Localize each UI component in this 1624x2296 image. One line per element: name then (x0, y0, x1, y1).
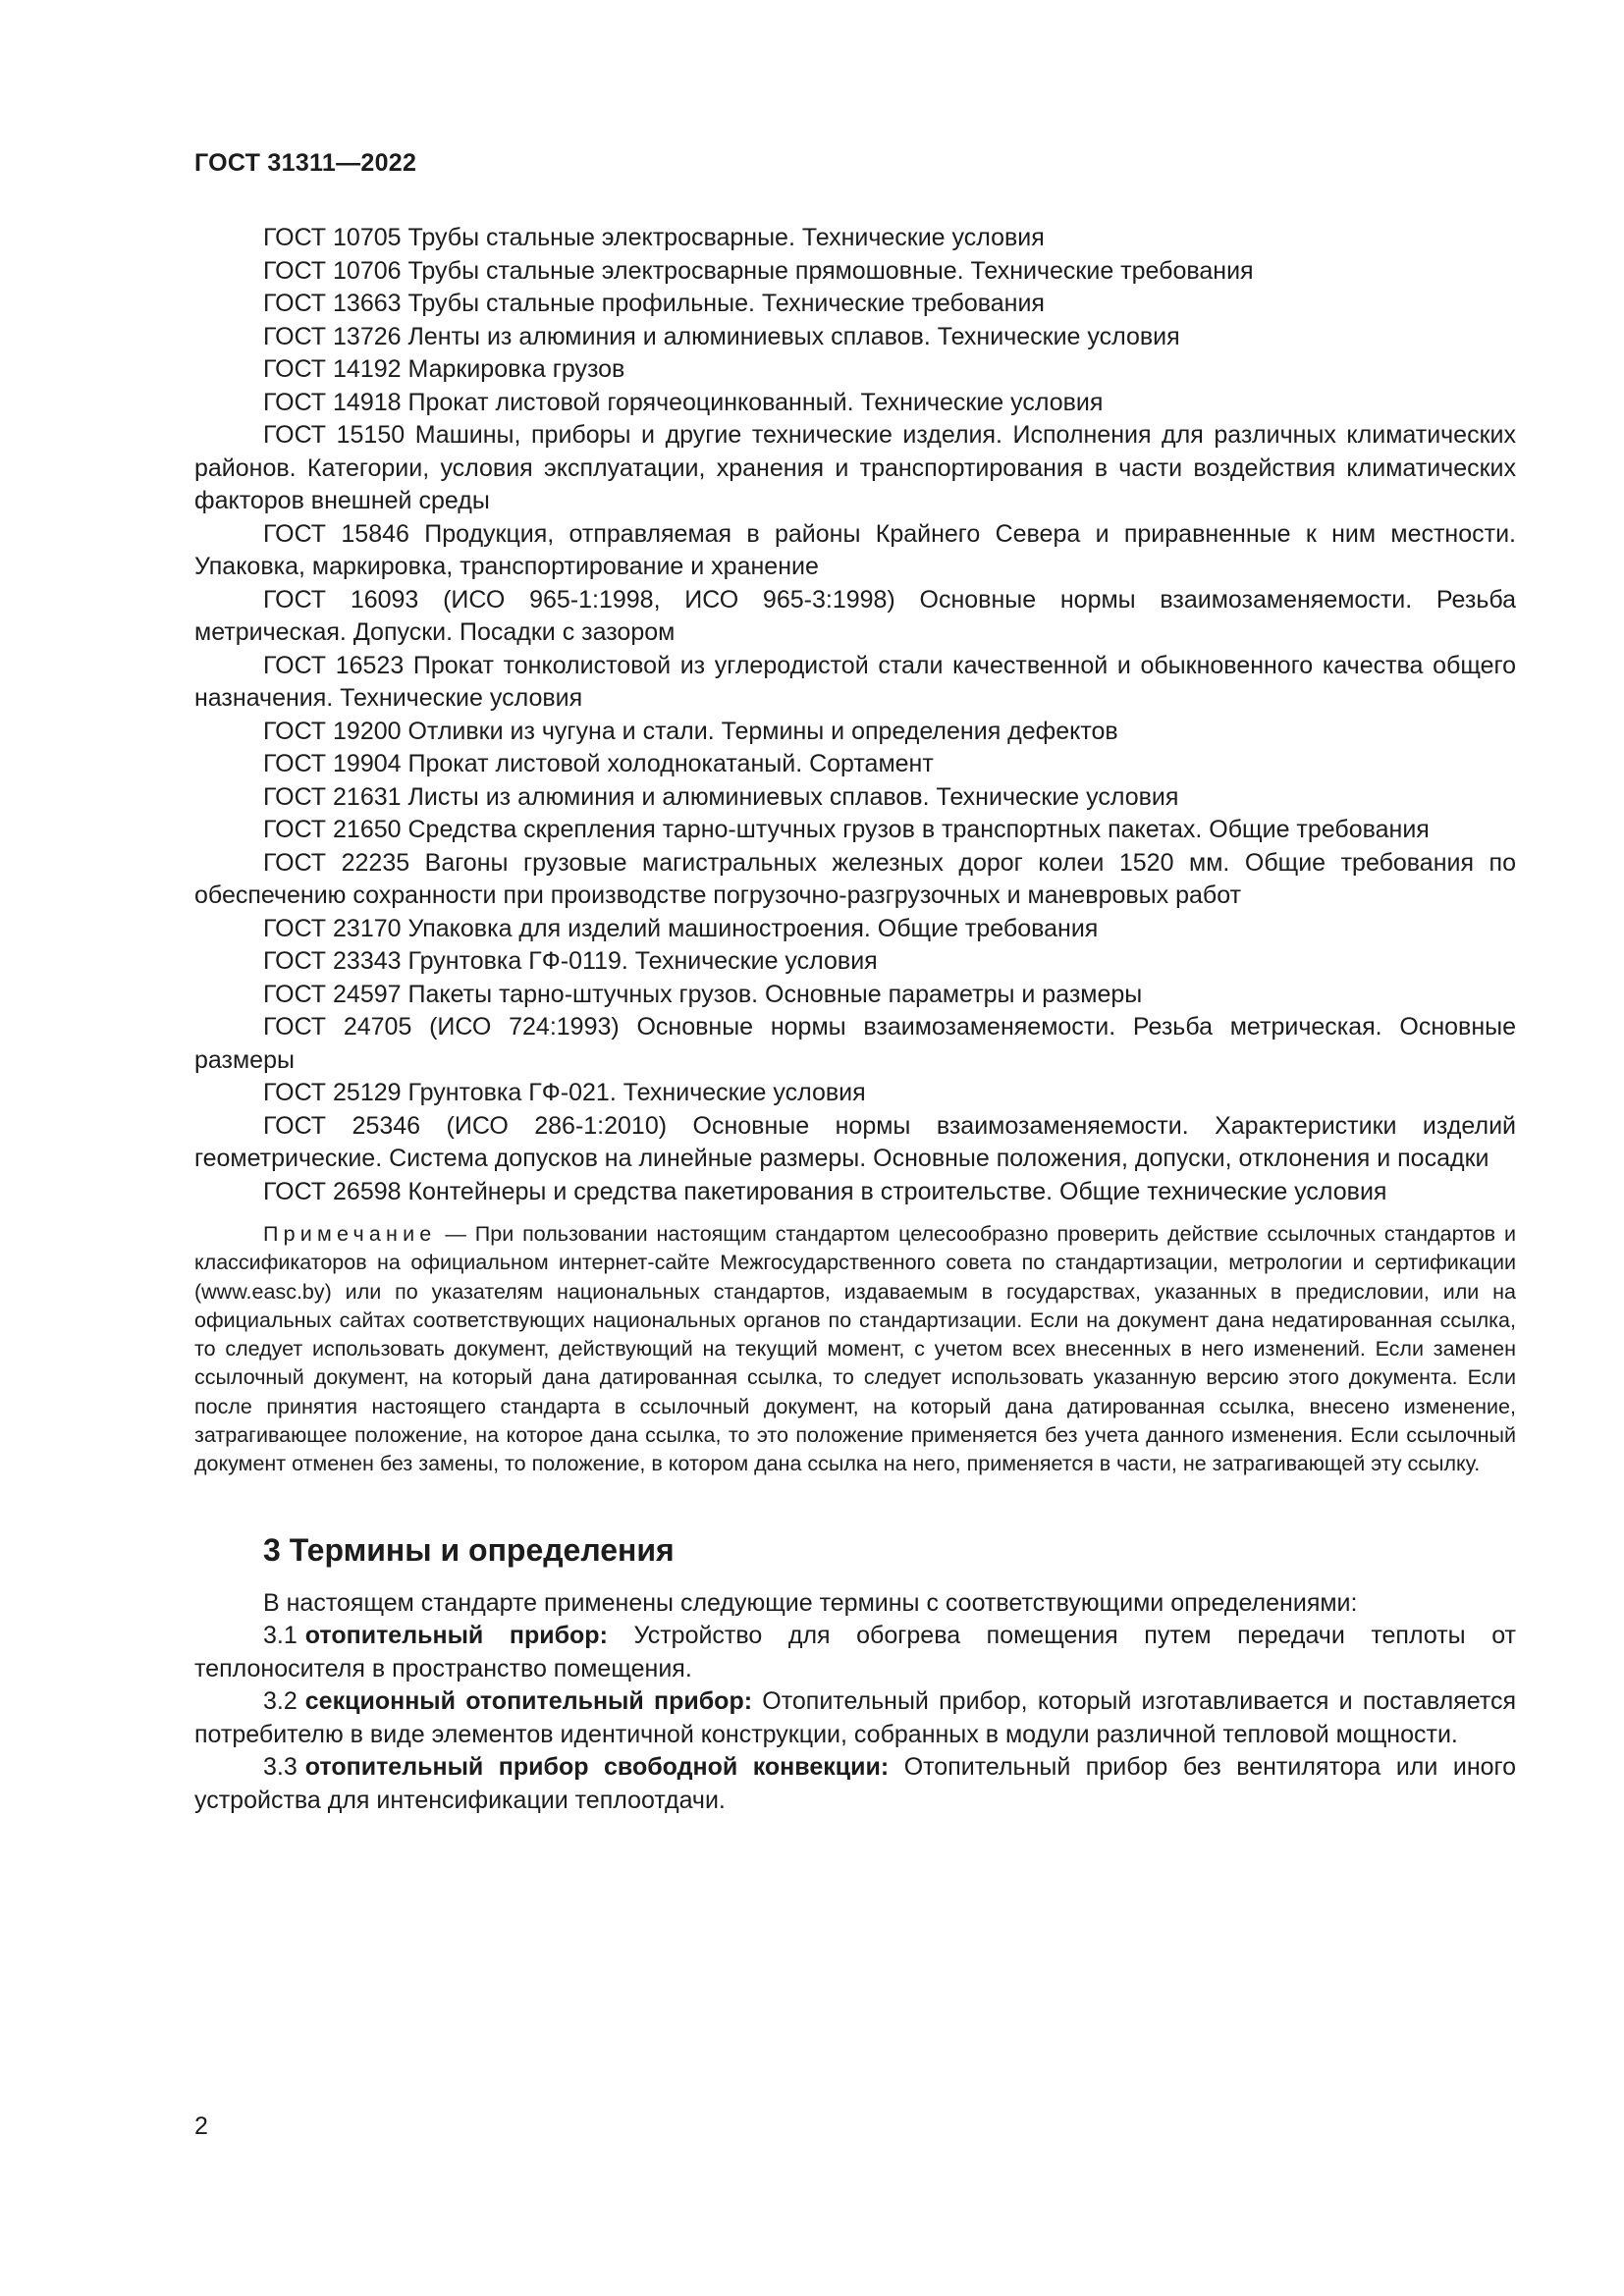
note-label: Примечание (263, 1222, 437, 1246)
section-3-intro: В настоящем стандарте применены следующие термины с соответствующими определениями: (263, 1588, 1358, 1617)
reference-item: ГОСТ 19904 Прокат листовой холоднокатаный. Сортамент (263, 750, 934, 777)
term-entry (194, 1685, 1516, 1751)
reference-item: ГОСТ 14192 Маркировка грузов (263, 355, 625, 383)
document-code-header: ГОСТ 31311—2022 (194, 149, 417, 177)
reference-item: ГОСТ 15150 Машины, приборы и другие технические изделия. Исполнения для различных климатических районов. Категории, условия эксплуатации, хранения и транспортирования в части воздействия климатических факторов внешней среды (194, 421, 1516, 514)
reference-item: ГОСТ 24597 Пакеты тарно-штучных грузов. Основные параметры и размеры (263, 980, 1143, 1008)
term-name: секционный отопительный прибор: (304, 1687, 753, 1716)
reference-item: ГОСТ 25346 (ИСО 286-1:2010) Основные нормы взаимозаменяемости. Характеристики изделий геометрические. Система допусков на линейные размеры. Основные положения, допуски, отклонения и посадки (194, 1111, 1516, 1172)
document-body (194, 222, 1516, 1817)
reference-item: ГОСТ 10706 Трубы стальные электросварные прямошовные. Технические требования (263, 256, 1254, 285)
reference-item: ГОСТ 19200 Отливки из чугуна и стали. Термины и определения дефектов (263, 717, 1118, 745)
reference-item: ГОСТ 22235 Вагоны грузовые магистральных железных дорог колеи 1520 мм. Общие требования по обеспечению сохранности при производстве погрузочно-разгрузочных и маневровых работ (194, 848, 1516, 909)
references-note (194, 1220, 1516, 1479)
reference-item: ГОСТ 26598 Контейнеры и средства пакетирования в строительстве. Общие технические условия (263, 1177, 1387, 1205)
term-number: 3.3 (263, 1753, 298, 1782)
reference-item: ГОСТ 14918 Прокат листовой горячеоцинкованный. Технические условия (263, 388, 1104, 416)
term-definition: Устройство для обогрева помещения путем передачи теплоты от теплоносителя в пространство помещения. (194, 1622, 1516, 1682)
note-text: — При пользовании настоящим стандартом целесообразно проверить действие ссылочных стандартов и классификаторов на официальном интернет-сайте Межгосударственного совета по стандартизации, метрологии и сертификации (www.easc.by) или по указателям национальных стандартов, издаваемым в государствах, указанных в предисловии, или на официальных сайтах соответствующих национальных органов по стандартизации. Если на документ дана недатированная ссылка, то следует использовать документ, действующий на текущий момент, с учетом всех внесенных в него изменений. Если заменен ссылочный документ, на который дана датированная ссылка, то следует использовать указанную версию этого документа. Если после принятия настоящего стандарта в ссылочный документ, на который дана датированная ссылка, внесено изменение, затрагивающее положение, на которое дана ссылка, то это положение применяется без учета данного изменения. Если ссылочный документ отменен без замены, то положение, в котором дана ссылка на него, применяется в части, не затрагивающей эту ссылку. (194, 1222, 1516, 1476)
term-entry (194, 1751, 1516, 1817)
term-name: отопительный прибор: (304, 1622, 608, 1650)
reference-item: ГОСТ 13726 Ленты из алюминия и алюминиевых сплавов. Технические условия (263, 322, 1180, 350)
reference-item: ГОСТ 16093 (ИСО 965-1:1998, ИСО 965-3:1998) Основные нормы взаимозаменяемости. Резьба метрическая. Допуски. Посадки с зазором (194, 585, 1516, 646)
term-name: отопительный прибор свободной конвекции: (304, 1753, 890, 1782)
reference-item: ГОСТ 21650 Средства скрепления тарно-штучных грузов в транспортных пакетах. Общие требования (263, 816, 1430, 843)
section-3-title: 3 Термины и определения (263, 1531, 675, 1568)
term-number: 3.2 (263, 1687, 298, 1716)
reference-item: ГОСТ 13663 Трубы стальные профильные. Технические требования (263, 290, 1045, 317)
term-number: 3.1 (263, 1622, 298, 1650)
reference-item: ГОСТ 24705 (ИСО 724:1993) Основные нормы взаимозаменяемости. Резьба метрическая. Основные размеры (194, 1013, 1516, 1074)
reference-item: ГОСТ 21631 Листы из алюминия и алюминиевых сплавов. Технические условия (263, 782, 1179, 811)
reference-item: ГОСТ 25129 Грунтовка ГФ-021. Технические условия (263, 1079, 866, 1106)
page-number: 2 (194, 2112, 208, 2140)
reference-item: ГОСТ 15846 Продукция, отправляемая в районы Крайнего Севера и приравненные к ним местности. Упаковка, маркировка, транспортирование и хранение (194, 519, 1516, 580)
reference-item: ГОСТ 23170 Упаковка для изделий машиностроения. Общие требования (263, 914, 1099, 942)
term-entry (194, 1620, 1516, 1685)
normative-references-list (194, 222, 1516, 1208)
reference-item: ГОСТ 23343 Грунтовка ГФ-0119. Технические условия (263, 947, 878, 975)
reference-item: ГОСТ 10705 Трубы стальные электросварные. Технические условия (263, 224, 1045, 251)
term-definition: Отопительный прибор без вентилятора или иного устройства для интенсификации теплоотдачи. (194, 1753, 1517, 1814)
reference-item: ГОСТ 16523 Прокат тонколистовой из углеродистой стали качественной и обыкновенного качества общего назначения. Технические условия (194, 651, 1516, 712)
term-definition: Отопительный прибор, который изготавливается и поставляется потребителю в виде элементов идентичной конструкции, собранных в модули различной тепловой мощности. (194, 1687, 1516, 1748)
